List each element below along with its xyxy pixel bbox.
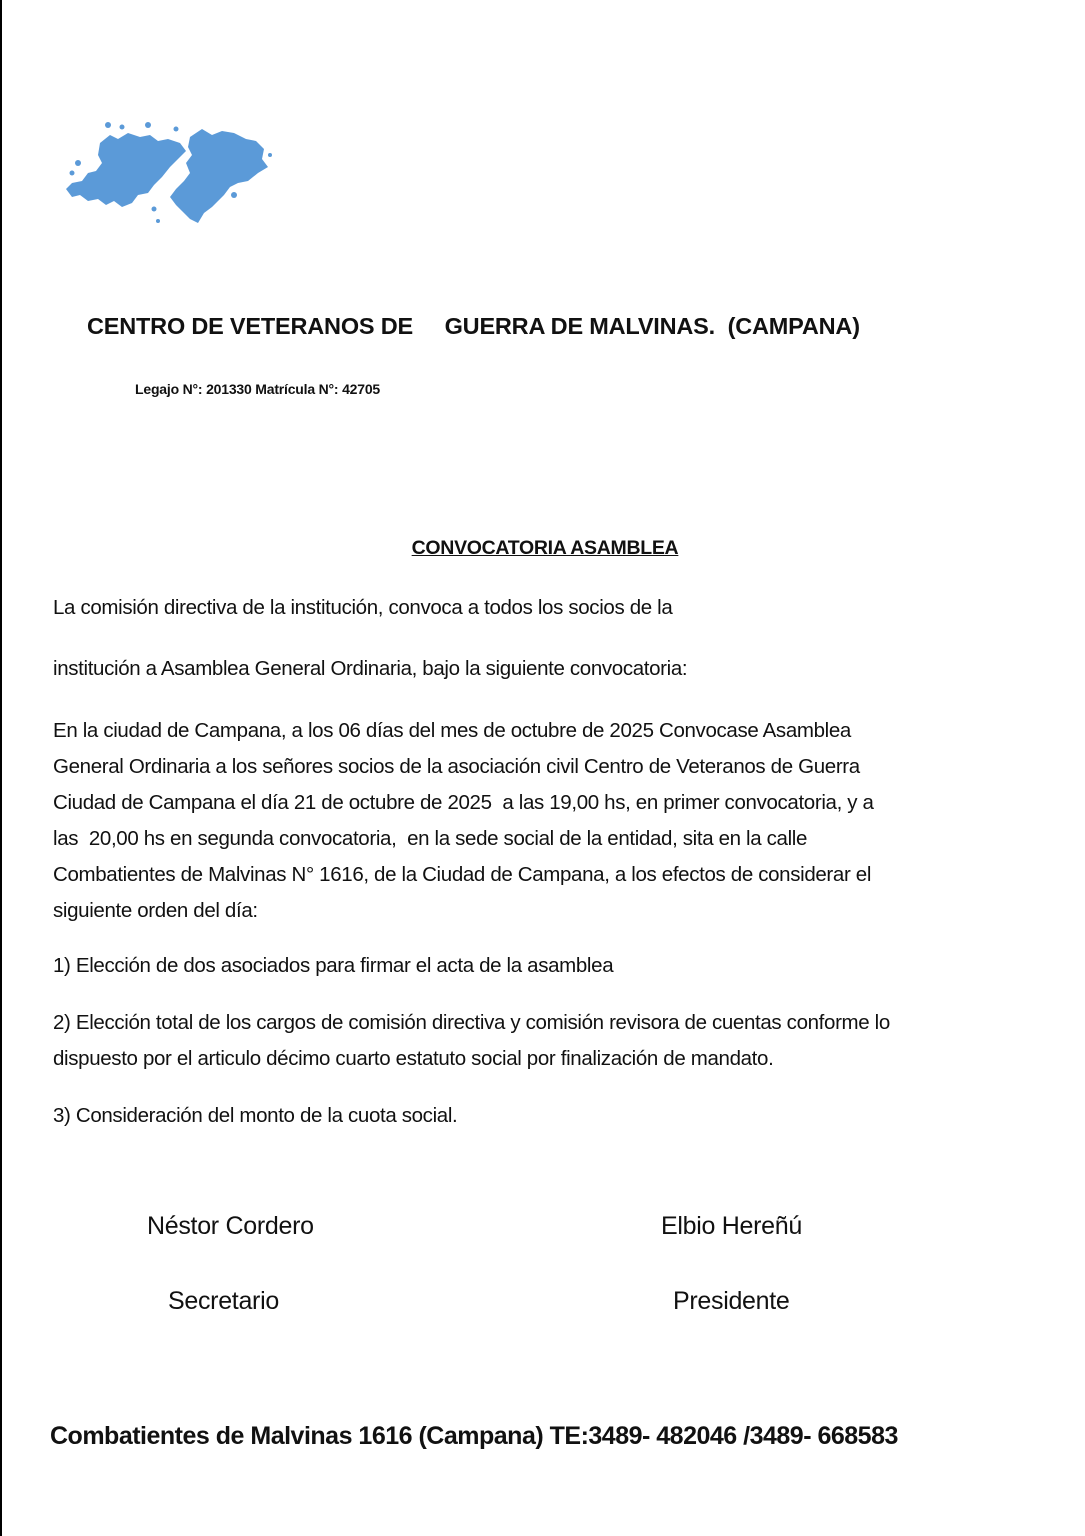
registration-numbers: Legajo N°: 201330 Matrícula N°: 42705	[135, 381, 381, 397]
organization-title: CENTRO DE VETERANOS DE GUERRA DE MALVINAS. (CAMPANA)	[87, 313, 860, 339]
body-line: Ciudad de Campana el día 21 de octubre de 2025 a las 19,00 hs, en primer convocatoria, y a	[53, 791, 874, 814]
page-left-border	[0, 0, 2, 1536]
signatory-name-president: Elbio Hereñú	[661, 1212, 802, 1240]
agenda-item-1	[53, 948, 613, 984]
intro-line-1: La comisión directiva de la institución, convoca a todos los socios de la	[53, 596, 673, 619]
agenda-item-2	[53, 1005, 890, 1077]
signatory-role-president: Presidente	[673, 1287, 790, 1315]
agenda-line: 1) Elección de dos asociados para firmar el acta de la asamblea	[53, 954, 614, 977]
body-line: Combatientes de Malvinas N° 1616, de la Ciudad de Campana, a los efectos de considerar el	[53, 863, 872, 886]
agenda-line: dispuesto por el articulo décimo cuarto estatuto social por finalización de mandato.	[53, 1047, 774, 1070]
convocation-body	[53, 713, 1063, 929]
agenda-item-3	[53, 1098, 457, 1134]
signatory-role-secretary: Secretario	[168, 1287, 279, 1315]
body-line: General Ordinaria a los señores socios de la asociación civil Centro de Veteranos de Guerra	[53, 755, 860, 778]
body-line: siguiente orden del día:	[53, 899, 258, 922]
body-line: las 20,00 hs en segunda convocatoria, en la sede social de la entidad, sita en la calle	[53, 827, 808, 850]
signatory-name-secretary: Néstor Cordero	[147, 1212, 314, 1240]
document-title: CONVOCATORIA ASAMBLEA	[411, 537, 679, 559]
intro-line-2: institución a Asamblea General Ordinaria, bajo la siguiente convocatoria:	[53, 657, 688, 680]
agenda-line: 2) Elección total de los cargos de comisión directiva y comisión revisora de cuentas conforme lo	[53, 1011, 890, 1034]
malvinas-islands-map-icon	[58, 115, 273, 230]
body-line: En la ciudad de Campana, a los 06 días del mes de octubre de 2025 Convocase Asamblea	[53, 719, 851, 742]
footer-contact: Combatientes de Malvinas 1616 (Campana) TE:3489- 482046 /3489- 668583	[50, 1422, 898, 1450]
agenda-line: 3) Consideración del monto de la cuota social.	[53, 1104, 458, 1127]
